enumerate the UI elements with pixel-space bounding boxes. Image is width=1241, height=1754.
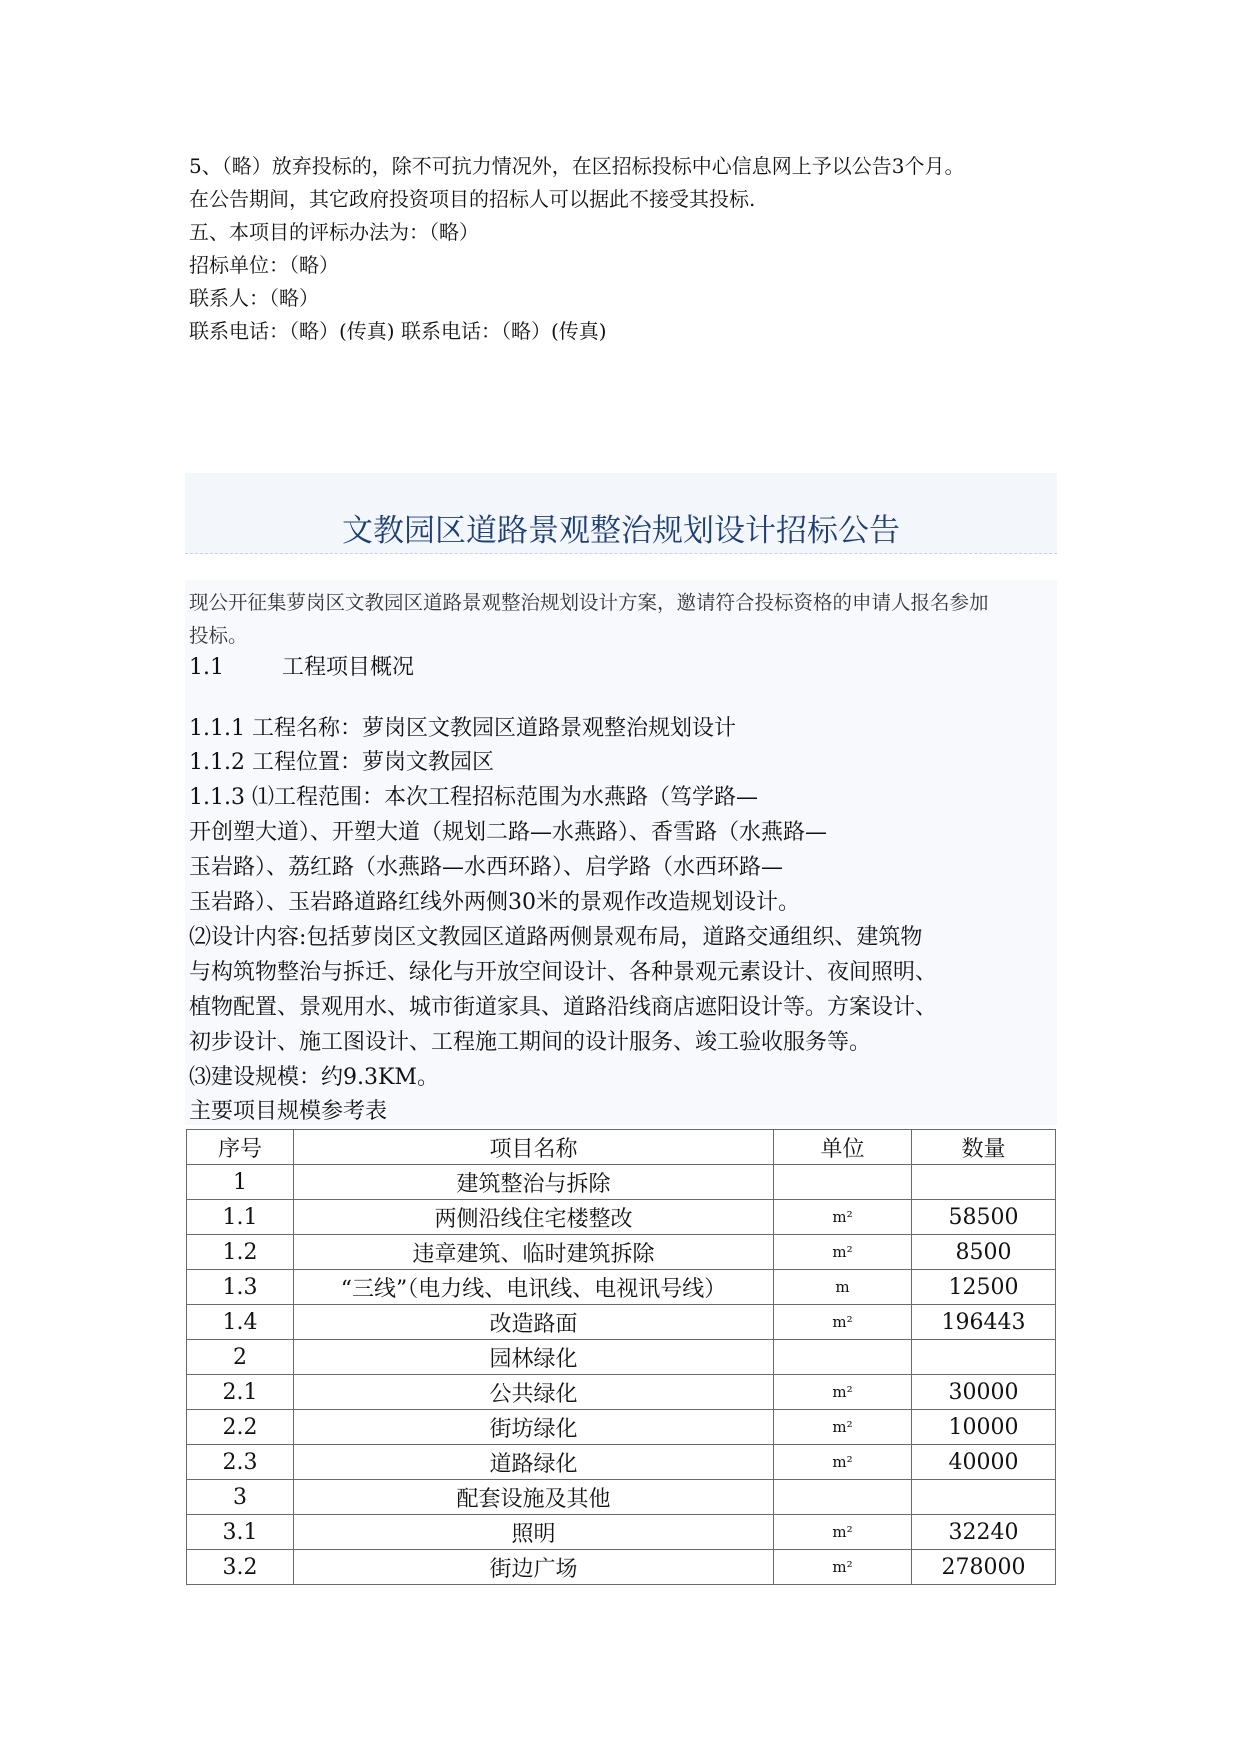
table-row: [187, 1270, 1056, 1305]
cell-name: “三线”（电力线、电讯线、电视讯号线）: [294, 1270, 774, 1305]
cell-name: 配套设施及其他: [294, 1480, 774, 1515]
table-row: [187, 1515, 1056, 1550]
cell-index: 3.2: [187, 1550, 294, 1585]
cell-unit: m: [774, 1270, 912, 1305]
cell-quantity: 30000: [912, 1375, 1056, 1410]
paragraph-line: 在公告期间，其它政府投资项目的招标人可以据此不接受其投标.: [189, 187, 756, 211]
table-row: [187, 1340, 1056, 1375]
table-row: [187, 1375, 1056, 1410]
cell-unit: m²: [774, 1410, 912, 1445]
cell-quantity: [912, 1165, 1056, 1200]
intro-paragraph: [189, 586, 1059, 652]
cell-unit: m²: [774, 1445, 912, 1480]
section-heading: [189, 650, 1069, 681]
cell-quantity: 32240: [912, 1515, 1056, 1550]
cell-unit: m²: [774, 1200, 912, 1235]
paragraph-line: 5、（略）放弃投标的，除不可抗力情况外，在区招标投标中心信息网上予以公告3个月。: [189, 154, 965, 178]
cell-index: 2.2: [187, 1410, 294, 1445]
cell-quantity: 278000: [912, 1550, 1056, 1585]
table-row: [187, 1550, 1056, 1585]
detail-line: 玉岩路）、玉岩路道路红线外两侧30米的景观作改造规划设计。: [189, 890, 800, 915]
cell-index: 3.1: [187, 1515, 294, 1550]
cell-unit: m²: [774, 1515, 912, 1550]
cell-unit: m²: [774, 1550, 912, 1585]
header-cell-unit: 单位: [774, 1130, 912, 1165]
cell-index: 2.1: [187, 1375, 294, 1410]
cell-name: 照明: [294, 1515, 774, 1550]
table-header-row: [187, 1130, 1056, 1165]
cell-unit: [774, 1480, 912, 1515]
cell-name: 道路绿化: [294, 1445, 774, 1480]
section-title: 工程项目概况: [282, 655, 415, 680]
cell-quantity: 40000: [912, 1445, 1056, 1480]
paragraph-line: 招标单位：（略）: [189, 253, 339, 277]
paragraph-line: 联系人：（略）: [189, 286, 319, 310]
cell-index: 1.2: [187, 1235, 294, 1270]
cell-index: 1: [187, 1165, 294, 1200]
detail-line: 开创塑大道）、开塑大道（规划二路—水燕路）、香雪路（水燕路—: [189, 820, 828, 845]
header-cell-quantity: 数量: [912, 1130, 1056, 1165]
cell-index: 1.3: [187, 1270, 294, 1305]
detail-line: 1.1.2 工程位置：萝岗文教园区: [189, 750, 494, 775]
header-cell-name: 项目名称: [294, 1130, 774, 1165]
cell-index: 2.3: [187, 1445, 294, 1480]
project-scale-table: [186, 1129, 1056, 1585]
cell-index: 3: [187, 1480, 294, 1515]
cell-name: 园林绿化: [294, 1340, 774, 1375]
header-cell-index: 序号: [187, 1130, 294, 1165]
detail-line: ⑵设计内容:包括萝岗区文教园区道路两侧景观布局，道路交通组织、建筑物: [189, 925, 923, 950]
paragraph-line: 联系电话：（略）(传真) 联系电话：（略）(传真): [189, 319, 607, 343]
cell-name: 改造路面: [294, 1305, 774, 1340]
cell-quantity: 196443: [912, 1305, 1056, 1340]
title-band: [185, 473, 1057, 554]
table-row: [187, 1165, 1056, 1200]
detail-line: 1.1.1 工程名称：萝岗区文教园区道路景观整治规划设计: [189, 716, 736, 741]
cell-quantity: 12500: [912, 1270, 1056, 1305]
detail-line: 玉岩路）、荔红路（水燕路—水西环路）、启学路（水西环路—: [189, 855, 784, 880]
cell-quantity: 10000: [912, 1410, 1056, 1445]
cell-unit: m²: [774, 1235, 912, 1270]
notice-tail-block: [189, 150, 1069, 348]
page-title: 文教园区道路景观整治规划设计招标公告: [342, 513, 900, 549]
table-row: [187, 1305, 1056, 1340]
cell-quantity: [912, 1340, 1056, 1375]
cell-unit: [774, 1340, 912, 1375]
cell-unit: [774, 1165, 912, 1200]
cell-index: 1.4: [187, 1305, 294, 1340]
cell-name: 违章建筑、临时建筑拆除: [294, 1235, 774, 1270]
cell-name: 公共绿化: [294, 1375, 774, 1410]
cell-unit: m²: [774, 1375, 912, 1410]
cell-quantity: [912, 1480, 1056, 1515]
paragraph-line: 五、本项目的评标办法为：（略）: [189, 220, 479, 244]
paragraph-line: 现公开征集萝岗区文教园区道路景观整治规划设计方案，邀请符合投标资格的申请人报名参加: [189, 591, 989, 614]
detail-line: 初步设计、施工图设计、工程施工期间的设计服务、竣工验收服务等。: [189, 1030, 872, 1055]
detail-line: ⑶建设规模：约9.3KM。: [189, 1065, 439, 1090]
cell-index: 2: [187, 1340, 294, 1375]
cell-name: 街坊绿化: [294, 1410, 774, 1445]
cell-quantity: 58500: [912, 1200, 1056, 1235]
table-row: [187, 1410, 1056, 1445]
detail-line: 1.1.3 ⑴工程范围：本次工程招标范围为水燕路（笃学路—: [189, 785, 758, 810]
table-row: [187, 1480, 1056, 1515]
cell-quantity: 8500: [912, 1235, 1056, 1270]
table-row: [187, 1235, 1056, 1270]
table-caption: 主要项目规模参考表: [189, 1099, 388, 1124]
cell-name: 建筑整治与拆除: [294, 1165, 774, 1200]
cell-name: 街边广场: [294, 1550, 774, 1585]
detail-line: 与构筑物整治与拆迁、绿化与开放空间设计、各种景观元素设计、夜间照明、: [189, 960, 938, 985]
cell-index: 1.1: [187, 1200, 294, 1235]
cell-name: 两侧沿线住宅楼整改: [294, 1200, 774, 1235]
table-row: [187, 1200, 1056, 1235]
detail-line: 植物配置、景观用水、城市街道家具、道路沿线商店遮阳设计等。方案设计、: [189, 995, 938, 1020]
table-row: [187, 1445, 1056, 1480]
paragraph-line: 投标。: [189, 624, 248, 647]
section-number: 1.1: [189, 655, 224, 680]
cell-unit: m²: [774, 1305, 912, 1340]
